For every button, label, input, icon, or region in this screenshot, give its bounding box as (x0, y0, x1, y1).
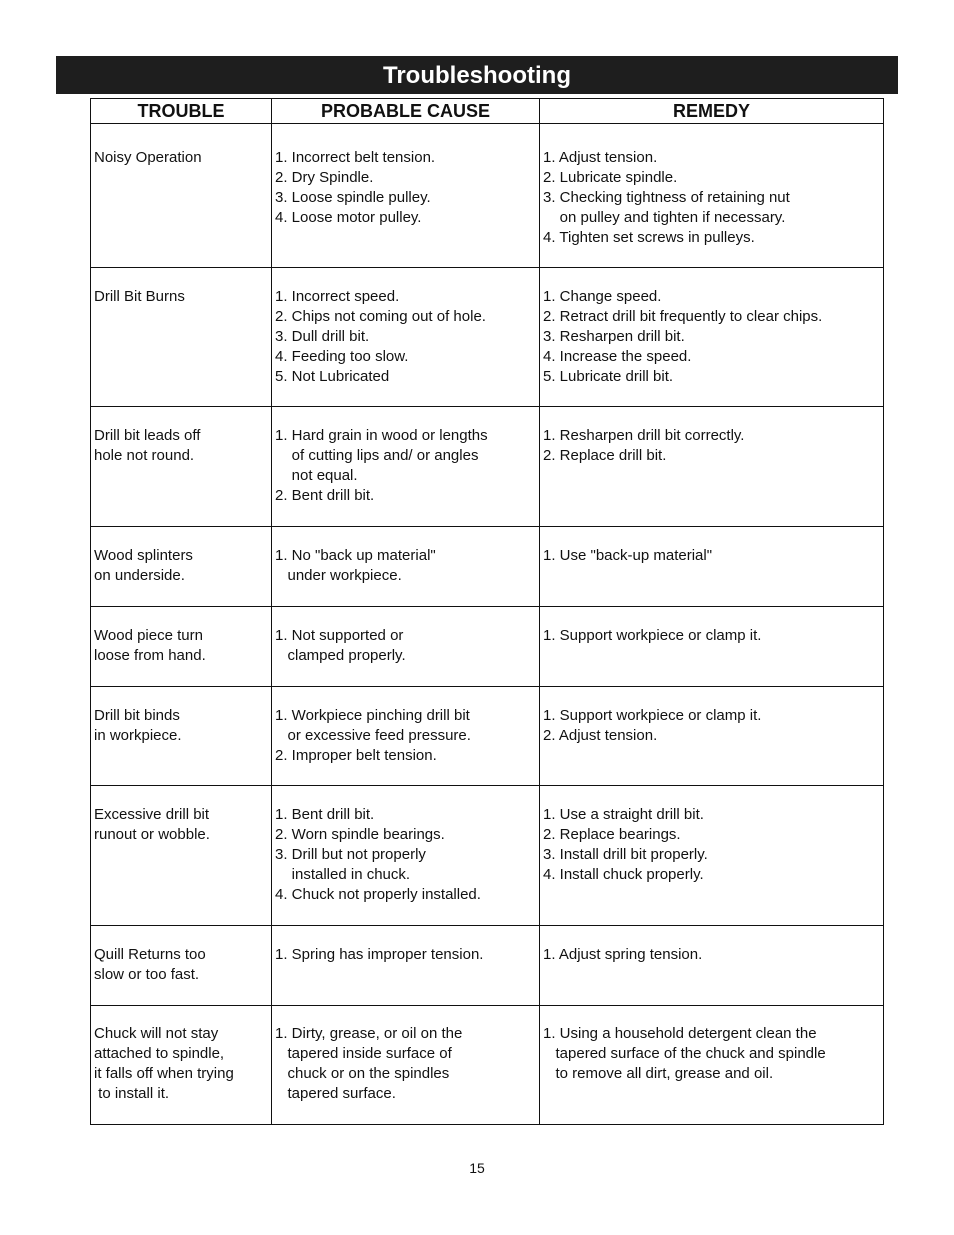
remedy-text: 1. Adjust tension. 2. Lubricate spindle. 3. Checking tightness of retaining nut on pulley and tighten if necessary. 4. Tighten set screws in pulleys. (543, 149, 790, 246)
remedy-cell (540, 1006, 884, 1125)
trouble-cell (91, 527, 272, 607)
trouble-text: Noisy Operation (94, 149, 202, 166)
cause-text: 1. Spring has improper tension. (275, 946, 484, 963)
trouble-cell (91, 687, 272, 786)
trouble-text: Wood splinters on underside. (94, 547, 193, 584)
trouble-text: Drill bit binds in workpiece. (94, 707, 182, 744)
cause-text: 1. Incorrect speed. 2. Chips not coming out of hole. 3. Dull drill bit. 4. Feeding too slow. 5. Not Lubricated (275, 288, 486, 385)
remedy-cell (540, 268, 884, 407)
remedy-text: 1. Change speed. 2. Retract drill bit frequently to clear chips. 3. Resharpen drill bit. 4. Increase the speed. 5. Lubricate drill bit. (543, 288, 823, 385)
cause-cell (272, 687, 540, 786)
cause-text: 1. Not supported or clamped properly. (275, 627, 406, 664)
cause-cell (272, 1006, 540, 1125)
trouble-cell (91, 407, 272, 527)
table-row (91, 926, 884, 1006)
remedy-text: 1. Support workpiece or clamp it. 2. Adjust tension. (543, 707, 762, 744)
trouble-text: Excessive drill bit runout or wobble. (94, 806, 210, 843)
trouble-cell (91, 607, 272, 687)
page-number: 15 (469, 1160, 485, 1176)
trouble-cell (91, 786, 272, 926)
remedy-text: 1. Support workpiece or clamp it. (543, 627, 762, 644)
table-row (91, 607, 884, 687)
table-row (91, 786, 884, 926)
cause-cell (272, 407, 540, 527)
section-title-bar (56, 56, 898, 94)
remedy-cell (540, 926, 884, 1006)
table-row (91, 268, 884, 407)
trouble-cell (91, 124, 272, 268)
cause-cell (272, 124, 540, 268)
trouble-cell (91, 926, 272, 1006)
cause-cell (272, 527, 540, 607)
cause-cell (272, 786, 540, 926)
trouble-cell (91, 268, 272, 407)
remedy-cell (540, 687, 884, 786)
header-remedy: REMEDY (540, 99, 884, 124)
trouble-text: Quill Returns too slow or too fast. (94, 946, 206, 983)
header-probable-cause: PROBABLE CAUSE (272, 99, 540, 124)
trouble-text: Drill Bit Burns (94, 288, 185, 305)
troubleshooting-table (90, 98, 884, 1125)
table-header-row (91, 99, 884, 124)
remedy-text: 1. Resharpen drill bit correctly. 2. Replace drill bit. (543, 427, 745, 464)
remedy-text: 1. Use a straight drill bit. 2. Replace bearings. 3. Install drill bit properly. 4. Install chuck properly. (543, 806, 708, 883)
cause-text: 1. Dirty, grease, or oil on the tapered inside surface of chuck or on the spindles tapered surface. (275, 1025, 463, 1102)
cause-cell (272, 268, 540, 407)
remedy-text: 1. Use "back-up material" (543, 547, 713, 564)
cause-cell (272, 926, 540, 1006)
remedy-text: 1. Using a household detergent clean the tapered surface of the chuck and spindle to remove all dirt, grease and oil. (543, 1025, 826, 1082)
cause-text: 1. No "back up material" under workpiece. (275, 547, 436, 584)
cause-text: 1. Hard grain in wood or lengths of cutting lips and/ or angles not equal. 2. Bent drill bit. (275, 427, 488, 504)
table-row (91, 407, 884, 527)
remedy-text: 1. Adjust spring tension. (543, 946, 703, 963)
trouble-text: Drill bit leads off hole not round. (94, 427, 201, 464)
trouble-cell (91, 1006, 272, 1125)
table-row (91, 527, 884, 607)
remedy-cell (540, 607, 884, 687)
remedy-cell (540, 124, 884, 268)
section-title: Troubleshooting (383, 62, 571, 89)
cause-text: 1. Bent drill bit. 2. Worn spindle bearings. 3. Drill but not properly installed in chuck. 4. Chuck not properly installed. (275, 806, 481, 903)
remedy-cell (540, 407, 884, 527)
table-row (91, 1006, 884, 1125)
header-trouble: TROUBLE (91, 99, 272, 124)
cause-text: 1. Workpiece pinching drill bit or excessive feed pressure. 2. Improper belt tension. (275, 707, 471, 764)
cause-cell (272, 607, 540, 687)
cause-text: 1. Incorrect belt tension. 2. Dry Spindle. 3. Loose spindle pulley. 4. Loose motor pulley. (275, 149, 436, 226)
remedy-cell (540, 786, 884, 926)
table-row (91, 124, 884, 268)
table-row (91, 687, 884, 786)
trouble-text: Wood piece turn loose from hand. (94, 627, 206, 664)
remedy-cell (540, 527, 884, 607)
trouble-text: Chuck will not stay attached to spindle, it falls off when trying to install it. (94, 1025, 234, 1102)
